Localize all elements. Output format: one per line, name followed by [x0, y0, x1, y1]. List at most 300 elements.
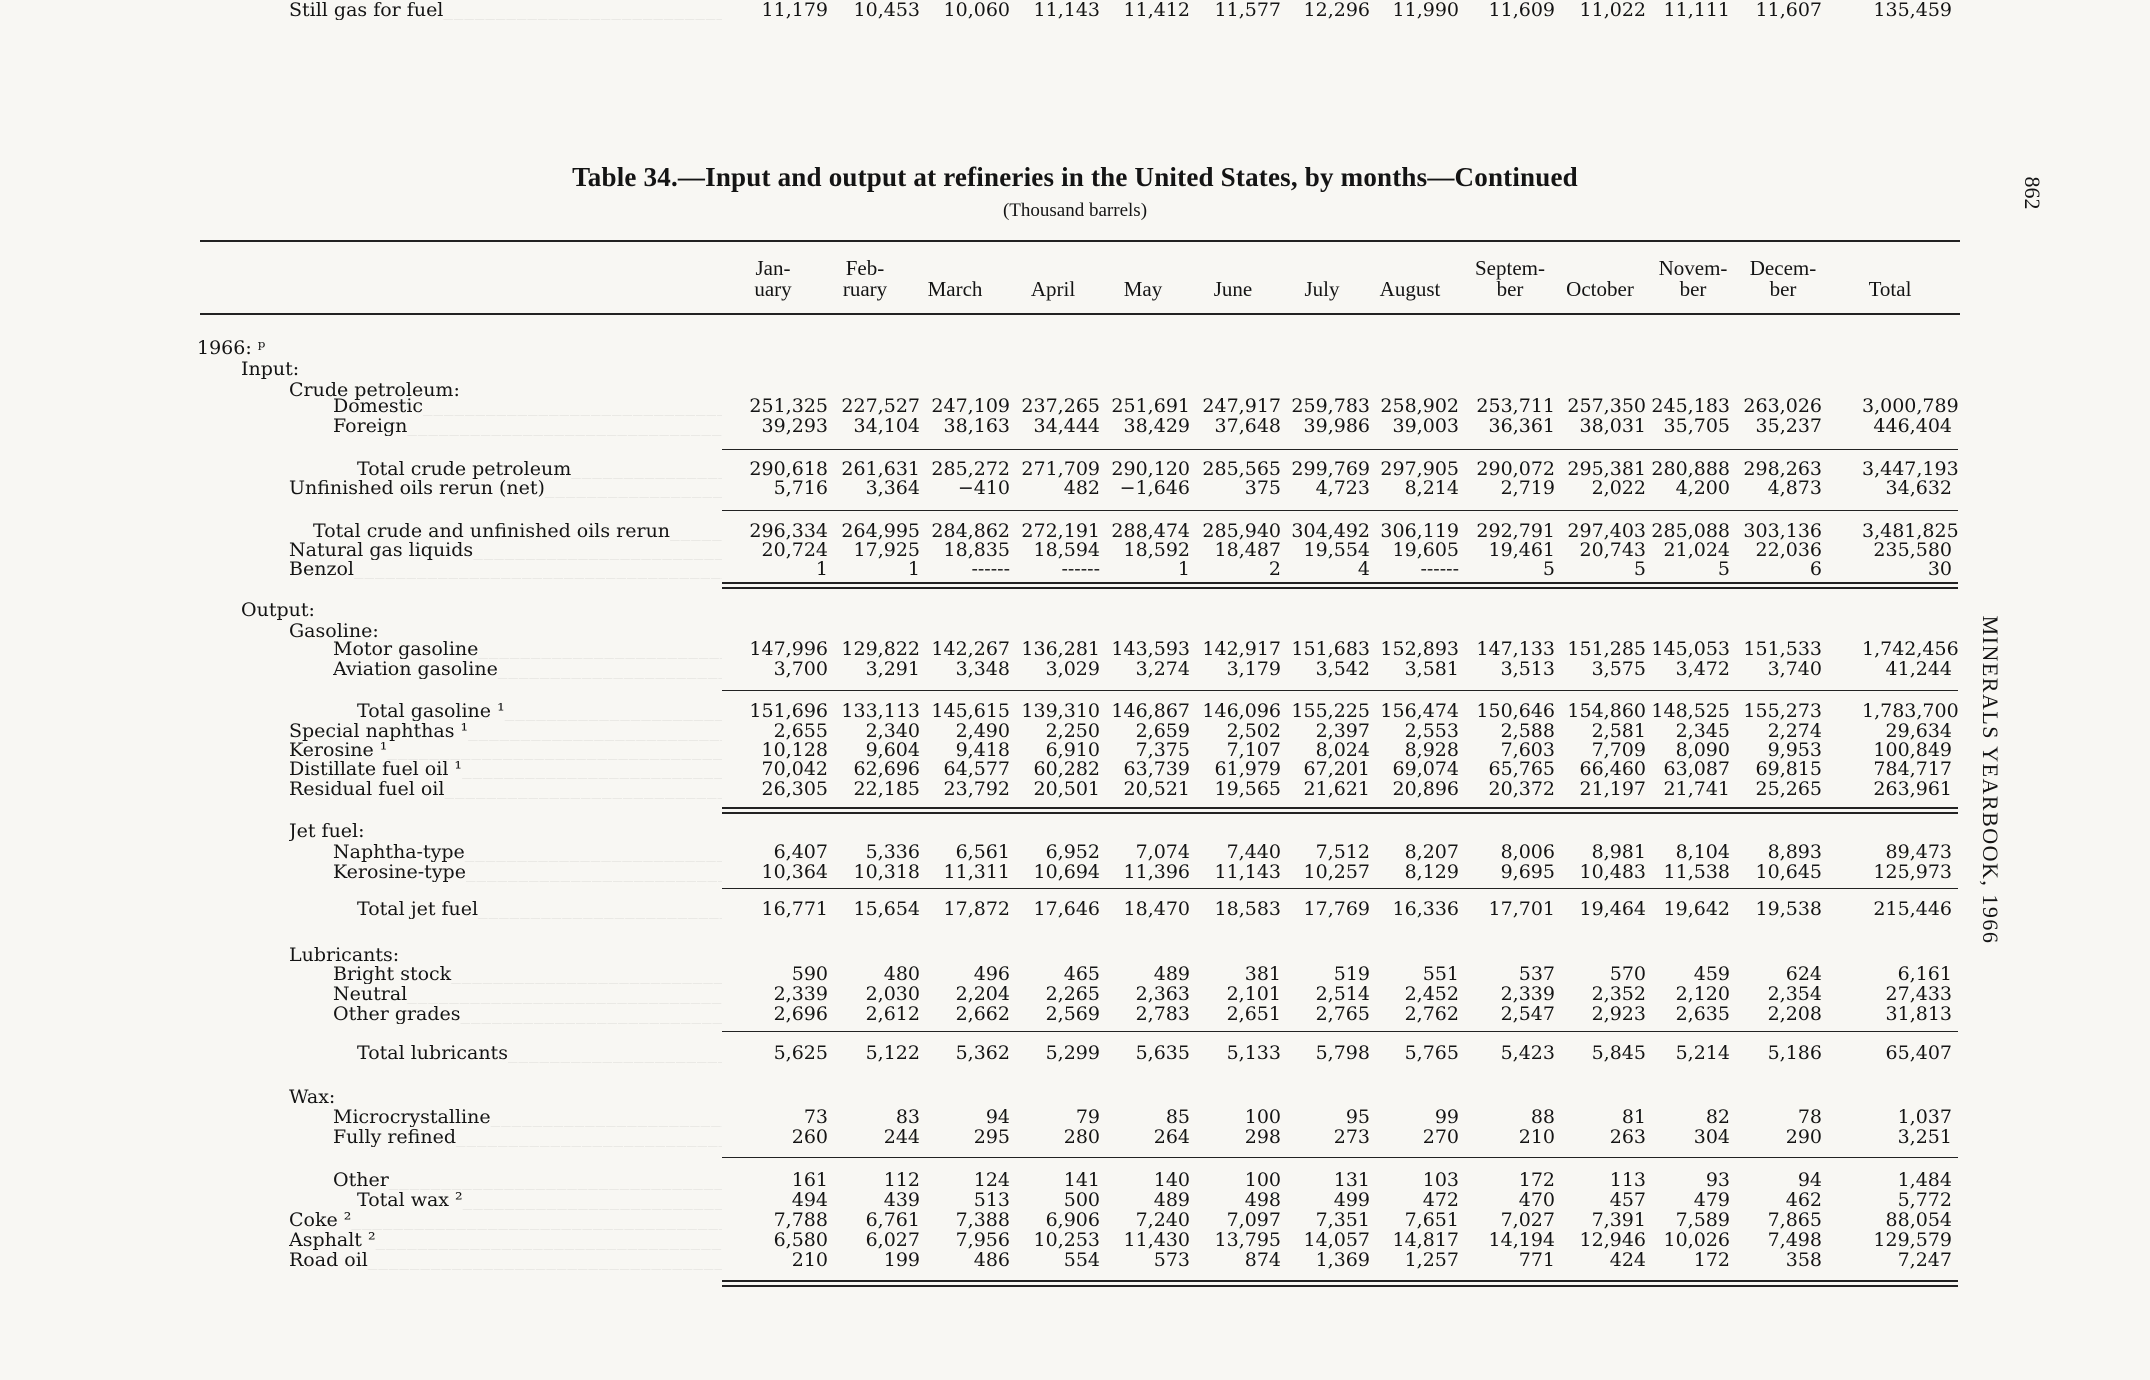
table-cell: 79: [1075, 1106, 1100, 1128]
table-cell: 95: [1345, 1106, 1370, 1128]
table-row: [0, 1210, 2150, 1230]
table-cell: 513: [973, 1189, 1010, 1211]
table-cell: 19,565: [1214, 778, 1281, 800]
table-cell: 19,538: [1755, 898, 1822, 920]
table-cell: 10,453: [853, 0, 920, 21]
table-cell: 472: [1422, 1189, 1459, 1211]
table-cell: 10,128: [761, 739, 828, 761]
table-cell: 7,027: [1500, 1209, 1555, 1231]
table-cell: 20,521: [1123, 778, 1190, 800]
table-cell: 100,849: [1873, 739, 1952, 761]
table-cell: 245,183: [1651, 395, 1730, 417]
table-cell: 151,285: [1567, 638, 1646, 660]
table-cell: 5,133: [1226, 1042, 1281, 1064]
table-cell: 6,161: [1897, 963, 1952, 985]
row-label: [289, 559, 722, 579]
page-number: 862: [2020, 176, 2045, 210]
column-header-line2: ruary: [842, 277, 888, 301]
section-rule: [722, 582, 1958, 584]
table-cell: 61,979: [1214, 758, 1281, 780]
table-cell: 3,542: [1315, 658, 1370, 680]
row-label-text: Special naphthas ¹: [289, 721, 469, 741]
table-row: [0, 1043, 2150, 1063]
table-cell: 10,253: [1033, 1229, 1100, 1251]
table-cell: 18,592: [1123, 539, 1190, 561]
running-head: MINERALS YEARBOOK, 1966: [1978, 615, 2003, 945]
table-cell: 2,651: [1226, 1003, 1281, 1025]
table-cell: 2,250: [1045, 720, 1100, 742]
table-cell: 5,122: [865, 1042, 920, 1064]
table-cell: 18,583: [1214, 898, 1281, 920]
table-cell: 23,792: [943, 778, 1010, 800]
table-cell: 7,107: [1226, 739, 1281, 761]
table-cell: 3,740: [1767, 658, 1822, 680]
table-row: [0, 862, 2150, 882]
table-cell: 11,179: [761, 0, 828, 21]
table-cell: 2,547: [1500, 1003, 1555, 1025]
table-cell: 2,762: [1404, 1003, 1459, 1025]
table-cell: 64,577: [943, 758, 1010, 780]
table-cell: 20,724: [761, 539, 828, 561]
table-row: [0, 740, 2150, 760]
table-cell: 34,632: [1885, 477, 1952, 499]
row-label: [357, 899, 722, 919]
row-label: [289, 759, 722, 779]
table-cell: 247,917: [1202, 395, 1281, 417]
table-cell: 73: [803, 1106, 828, 1128]
table-cell: 151,533: [1743, 638, 1822, 660]
table-cell: 10,364: [761, 861, 828, 883]
table-cell: 5,635: [1135, 1042, 1190, 1064]
table-cell: 2,030: [865, 983, 920, 1005]
table-cell: 2: [1268, 558, 1281, 580]
table-cell: 519: [1333, 963, 1370, 985]
table-cell: 3,179: [1226, 658, 1281, 680]
table-cell: 20,372: [1488, 778, 1555, 800]
table-cell: 11,609: [1488, 0, 1555, 21]
row-label: [289, 1230, 722, 1250]
table-cell: 172: [1693, 1249, 1730, 1271]
table-cell: 3,581: [1404, 658, 1459, 680]
table-cell: 3,481,825: [1862, 520, 1959, 542]
table-cell: 38,163: [943, 415, 1010, 437]
table-cell: 125,973: [1873, 861, 1952, 883]
table-cell: 37,648: [1214, 415, 1281, 437]
table-cell: 251,325: [749, 395, 828, 417]
row-label-text: Input:: [241, 359, 300, 379]
table-cell: 88,054: [1885, 1209, 1952, 1231]
row-label: [333, 1004, 722, 1024]
table-cell: 142,917: [1202, 638, 1281, 660]
table-cell: 14,194: [1488, 1229, 1555, 1251]
table-cell: 288,474: [1111, 520, 1190, 542]
table-cell: 295: [973, 1126, 1010, 1148]
row-label-text: Total jet fuel: [357, 899, 479, 919]
table-cell: 306,119: [1380, 520, 1459, 542]
table-cell: 156,474: [1380, 700, 1459, 722]
table-cell: 6,580: [773, 1229, 828, 1251]
table-row: [0, 359, 2150, 379]
row-label-text: Total wax ²: [357, 1190, 463, 1210]
table-cell: 482: [1063, 477, 1100, 499]
table-cell: 100: [1244, 1169, 1281, 1191]
table-cell: 4,723: [1315, 477, 1370, 499]
row-label-text: Kerosine-type: [333, 862, 466, 882]
row-label: [289, 1250, 722, 1270]
table-cell: 280: [1063, 1126, 1100, 1148]
row-label: [333, 416, 722, 436]
row-label-text: Naphtha-type: [333, 842, 465, 862]
table-cell: 11,396: [1123, 861, 1190, 883]
table-cell: 2,339: [773, 983, 828, 1005]
table-cell: 2,514: [1315, 983, 1370, 1005]
table-cell: 480: [883, 963, 920, 985]
table-cell: 18,835: [943, 539, 1010, 561]
table-cell: 5,362: [955, 1042, 1010, 1064]
table-cell: 285,088: [1651, 520, 1730, 542]
table-cell: 5,299: [1045, 1042, 1100, 1064]
column-header-line2: July: [1304, 277, 1340, 301]
table-cell: 3,291: [865, 658, 920, 680]
table-cell: 145,053: [1651, 638, 1730, 660]
row-label: [289, 621, 379, 641]
table-cell: 4: [1357, 558, 1370, 580]
table-cell: 143,593: [1111, 638, 1190, 660]
table-cell: 10,257: [1303, 861, 1370, 883]
table-cell: 35,705: [1663, 415, 1730, 437]
table-cell: 155,273: [1743, 700, 1822, 722]
table-cell: 7,375: [1135, 739, 1190, 761]
table-row: [0, 821, 2150, 841]
table-cell: 573: [1153, 1249, 1190, 1271]
table-cell: 18,487: [1214, 539, 1281, 561]
table-cell: 5,845: [1591, 1042, 1646, 1064]
column-header-line2: uary: [754, 277, 792, 301]
table-cell: 4,873: [1767, 477, 1822, 499]
row-label-text: Lubricants:: [289, 945, 400, 965]
table-cell: 21,621: [1303, 778, 1370, 800]
table-cell: 7,865: [1767, 1209, 1822, 1231]
table-cell: 9,418: [955, 739, 1010, 761]
row-label-text: Kerosine ¹: [289, 740, 388, 760]
column-header-line2: October: [1566, 277, 1634, 301]
table-cell: 8,104: [1675, 841, 1730, 863]
row-label-text: Neutral: [333, 984, 408, 1004]
table-cell: 148,525: [1651, 700, 1730, 722]
table-cell: 290,072: [1476, 458, 1555, 480]
column-header-line1: Decem-: [1749, 256, 1817, 280]
table-cell: 19,605: [1392, 539, 1459, 561]
table-cell: 20,743: [1579, 539, 1646, 561]
table-row: [0, 396, 2150, 416]
table-cell: 3,364: [865, 477, 920, 499]
table-cell: 129,579: [1873, 1229, 1952, 1251]
table-cell: 304: [1693, 1126, 1730, 1148]
column-header-line1: Feb-: [845, 256, 885, 280]
table-cell: 1: [907, 558, 920, 580]
table-cell: 3,251: [1897, 1126, 1952, 1148]
table-cell: 2,923: [1591, 1003, 1646, 1025]
table-row: [0, 521, 2150, 541]
table-cell: 2,204: [955, 983, 1010, 1005]
table-cell: 8,207: [1404, 841, 1459, 863]
column-header-line2: March: [927, 277, 983, 301]
table-cell: 1: [1177, 558, 1190, 580]
table-cell: 2,490: [955, 720, 1010, 742]
table-cell: 11,412: [1123, 0, 1190, 21]
table-cell: 590: [791, 963, 828, 985]
column-header-line2: April: [1030, 277, 1076, 301]
table-cell: 2,635: [1675, 1003, 1730, 1025]
table-cell: 17,769: [1303, 898, 1370, 920]
table-cell: 7,440: [1226, 841, 1281, 863]
table-cell: 22,185: [853, 778, 920, 800]
table-cell: 11,538: [1663, 861, 1730, 883]
table-cell: 113: [1609, 1169, 1646, 1191]
table-cell: 30: [1927, 558, 1952, 580]
section-rule: [722, 812, 1958, 814]
row-label: [289, 1210, 722, 1230]
table-cell: 459: [1693, 963, 1730, 985]
column-header-line1: Septem-: [1475, 256, 1545, 280]
table-cell: 69,815: [1755, 758, 1822, 780]
table-cell: 7,351: [1315, 1209, 1370, 1231]
table-cell: 237,265: [1021, 395, 1100, 417]
table-cell: 154,860: [1567, 700, 1646, 722]
table-cell: 486: [973, 1249, 1010, 1271]
table-cell: 5,336: [865, 841, 920, 863]
table-cell: 17,925: [853, 539, 920, 561]
table-row: [0, 759, 2150, 779]
table-cell: 18,594: [1033, 539, 1100, 561]
table-cell: 489: [1153, 1189, 1190, 1211]
table-cell: 7,097: [1226, 1209, 1281, 1231]
table-cell: 82: [1705, 1106, 1730, 1128]
table-cell: 1,484: [1897, 1169, 1952, 1191]
row-label-text: Output:: [241, 600, 315, 620]
table-cell: 9,953: [1767, 739, 1822, 761]
table-cell: 6,561: [955, 841, 1010, 863]
row-label-text: Other: [333, 1170, 389, 1190]
table-cell: 8,928: [1404, 739, 1459, 761]
table-cell: 99: [1434, 1106, 1459, 1128]
table-cell: −410: [957, 477, 1010, 499]
row-label-text: Foreign: [333, 416, 408, 436]
table-cell: 2,120: [1675, 983, 1730, 1005]
header-bottom-rule: [200, 313, 1960, 315]
table-cell: 145,615: [931, 700, 1010, 722]
table-cell: 65,765: [1488, 758, 1555, 780]
table-cell: 69,074: [1392, 758, 1459, 780]
table-cell: 424: [1609, 1249, 1646, 1271]
table-row: [0, 1004, 2150, 1024]
table-cell: 11,311: [943, 861, 1010, 883]
table-cell: 66,460: [1579, 758, 1646, 780]
row-label-text: Natural gas liquids: [289, 540, 474, 560]
table-cell: 103: [1422, 1169, 1459, 1191]
section-rule: [722, 449, 1958, 450]
table-cell: 3,000,789: [1862, 395, 1959, 417]
table-row: [0, 600, 2150, 620]
row-label-text: Crude petroleum:: [289, 380, 460, 400]
section-rule: [722, 888, 1958, 889]
table-cell: 131: [1333, 1169, 1370, 1191]
column-header-line2: August: [1379, 277, 1441, 301]
table-row: [0, 1127, 2150, 1147]
table-row: [0, 1190, 2150, 1210]
table-cell: 1,257: [1404, 1249, 1459, 1271]
row-label: [289, 0, 722, 20]
table-cell: 446,404: [1873, 415, 1952, 437]
table-cell: 60,282: [1033, 758, 1100, 780]
row-label-text: Coke ²: [289, 1210, 352, 1230]
table-cell: 263,026: [1743, 395, 1822, 417]
table-cell: 11,990: [1392, 0, 1459, 21]
row-label: [333, 842, 722, 862]
table-cell: 20,896: [1392, 778, 1459, 800]
table-cell: 7,603: [1500, 739, 1555, 761]
table-cell: 7,956: [955, 1229, 1010, 1251]
table-cell: 3,513: [1500, 658, 1555, 680]
table-cell: 9,695: [1500, 861, 1555, 883]
table-row: [0, 639, 2150, 659]
table-row: [0, 659, 2150, 679]
table-cell: 5,765: [1404, 1042, 1459, 1064]
table-cell: 8,214: [1404, 477, 1459, 499]
table-cell: 6: [1809, 558, 1822, 580]
table-cell: 2,719: [1500, 477, 1555, 499]
table-cell: 11,143: [1214, 861, 1281, 883]
section-rule: [722, 1280, 1958, 1282]
table-cell: 151,683: [1291, 638, 1370, 660]
row-label: [333, 984, 722, 1004]
table-row: [0, 1230, 2150, 1250]
row-label-text: Distillate fuel oil ¹: [289, 759, 463, 779]
table-cell: 11,022: [1579, 0, 1646, 21]
table-cell: 5: [1717, 558, 1730, 580]
table-cell: 257,350: [1567, 395, 1646, 417]
table-cell: 133,113: [841, 700, 920, 722]
table-cell: 5,625: [773, 1042, 828, 1064]
row-label: [333, 1127, 722, 1147]
table-cell: 8,090: [1675, 739, 1730, 761]
row-label-text: Other grades: [333, 1004, 461, 1024]
row-label: [333, 396, 722, 416]
row-label: [313, 521, 722, 541]
table-cell: 499: [1333, 1189, 1370, 1211]
table-cell: 93: [1705, 1169, 1730, 1191]
table-cell: 272,191: [1021, 520, 1100, 542]
section-rule: [722, 1031, 1958, 1032]
table-cell: 3,575: [1591, 658, 1646, 680]
table-cell: 12,946: [1579, 1229, 1646, 1251]
table-cell: 5,798: [1315, 1042, 1370, 1064]
table-cell: 6,906: [1045, 1209, 1100, 1231]
table-cell: 85: [1165, 1106, 1190, 1128]
column-header: [1723, 258, 1843, 300]
table-cell: 135,459: [1873, 0, 1952, 21]
table-cell: 8,893: [1767, 841, 1822, 863]
table-cell: 83: [895, 1106, 920, 1128]
table-cell: 10,483: [1579, 861, 1646, 883]
table-cell: 1,369: [1315, 1249, 1370, 1271]
table-cell: 2,345: [1675, 720, 1730, 742]
table-cell: 258,902: [1380, 395, 1459, 417]
row-label: [357, 701, 722, 721]
table-cell: 1: [815, 558, 828, 580]
table-cell: 10,318: [853, 861, 920, 883]
table-cell: 7,388: [955, 1209, 1010, 1231]
table-cell: 7,651: [1404, 1209, 1459, 1231]
table-cell: 496: [973, 963, 1010, 985]
table-cell: 10,026: [1663, 1229, 1730, 1251]
table-cell: 7,240: [1135, 1209, 1190, 1231]
table-cell: 136,281: [1021, 638, 1100, 660]
table-cell: 2,397: [1315, 720, 1370, 742]
row-label: [357, 459, 722, 479]
table-cell: 251,691: [1111, 395, 1190, 417]
table-cell: 39,986: [1303, 415, 1370, 437]
table-cell: 2,354: [1767, 983, 1822, 1005]
table-cell: 3,348: [955, 658, 1010, 680]
row-label: [333, 1107, 722, 1127]
table-cell: 150,646: [1476, 700, 1555, 722]
row-label-text: Gasoline:: [289, 621, 379, 641]
section-rule: [722, 587, 1958, 589]
table-cell: 2,662: [955, 1003, 1010, 1025]
row-label: [357, 1043, 722, 1063]
table-cell: 264,995: [841, 520, 920, 542]
table-cell: 6,027: [865, 1229, 920, 1251]
table-cell: 35,237: [1755, 415, 1822, 437]
table-row: [0, 478, 2150, 498]
table-cell: 874: [1244, 1249, 1281, 1271]
table-cell: 247,109: [931, 395, 1010, 417]
column-header-line1: [1830, 258, 1950, 279]
row-label: [289, 721, 722, 741]
table-cell: 14,057: [1303, 1229, 1370, 1251]
table-cell: 22,036: [1755, 539, 1822, 561]
table-cell: 63,739: [1123, 758, 1190, 780]
row-label-text: Benzol: [289, 559, 354, 579]
table-cell: 299,769: [1291, 458, 1370, 480]
table-subtitle: (Thousand barrels): [1002, 200, 1148, 221]
table-cell: 25,265: [1755, 778, 1822, 800]
table-cell: 290,120: [1111, 458, 1190, 480]
table-cell: 2,659: [1135, 720, 1190, 742]
table-cell: 19,554: [1303, 539, 1370, 561]
row-label-text: Total lubricants: [357, 1043, 508, 1063]
table-cell: 624: [1785, 963, 1822, 985]
table-cell: 39,003: [1392, 415, 1459, 437]
table-cell: 21,741: [1663, 778, 1730, 800]
table-cell: ------: [1061, 558, 1100, 580]
section-rule: [722, 807, 1958, 809]
table-cell: 7,709: [1591, 739, 1646, 761]
table-cell: 147,996: [749, 638, 828, 660]
row-label-text: Aviation gasoline: [333, 659, 498, 679]
table-cell: 1,037: [1897, 1106, 1952, 1128]
table-cell: 152,893: [1380, 638, 1459, 660]
table-row: [0, 964, 2150, 984]
table-cell: 6,761: [865, 1209, 920, 1231]
table-cell: 297,403: [1567, 520, 1646, 542]
column-header-line2: ber: [1496, 277, 1524, 301]
table-cell: 5,423: [1500, 1042, 1555, 1064]
table-row: [0, 779, 2150, 799]
table-cell: 12,296: [1303, 0, 1370, 21]
table-cell: 210: [1518, 1126, 1555, 1148]
